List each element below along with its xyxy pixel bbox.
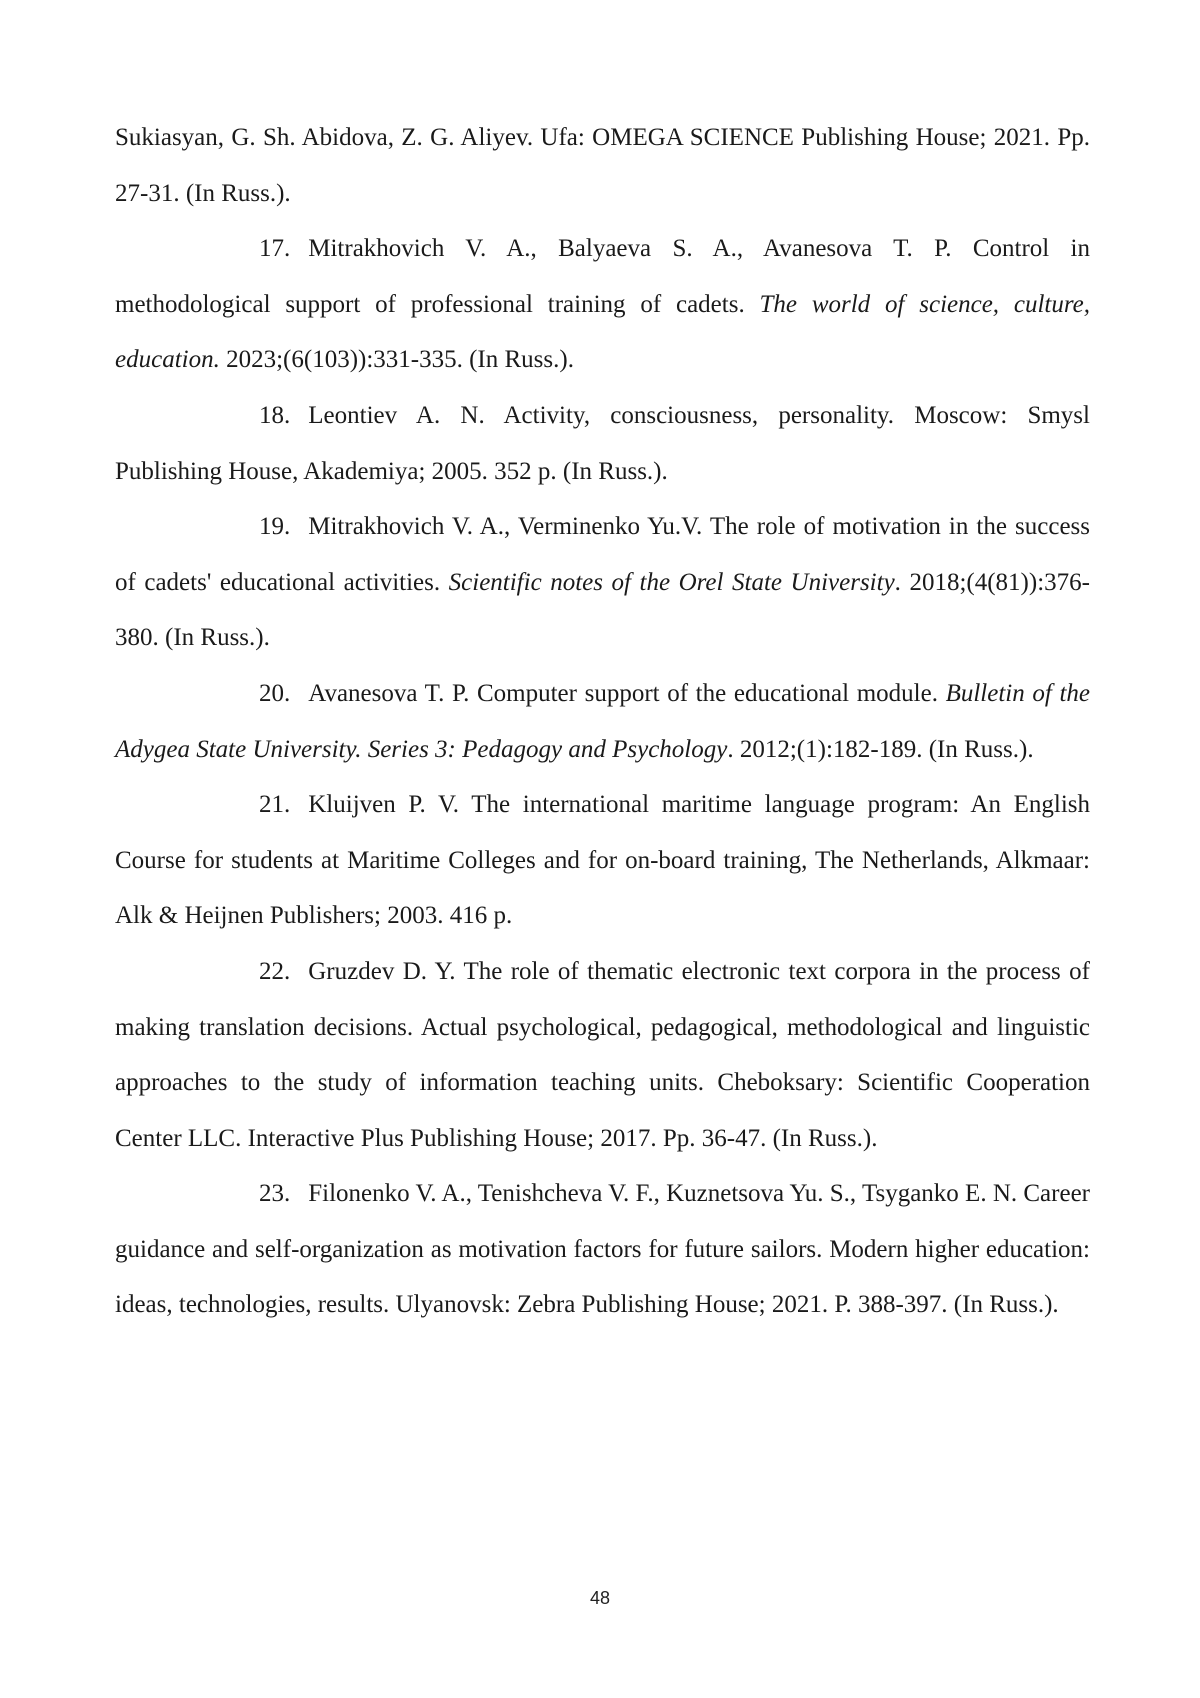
- reference-16-continuation: [115, 110, 1090, 221]
- reference-number: 19.: [259, 513, 291, 541]
- reference-19: [115, 499, 1090, 666]
- reference-21: [115, 777, 1090, 944]
- reference-22: [115, 944, 1090, 1166]
- journal-title: Scientific notes of the Orel State University: [448, 568, 895, 596]
- reference-text: Kluijven P. V. The international maritime language program: An English Course for students at Maritime Colleges and for on-board training, The Netherlands, Alkmaar: Alk & Heijnen Publishers; 2003. 416 p.: [115, 791, 1090, 930]
- reference-text: Gruzdev D. Y. The role of thematic electronic text corpora in the process of making translation decisions. Actual psychological, pedagogical, methodological and linguistic approaches to the study of information teaching units. Cheboksary: Scientific Cooperation Center LLC. Interactive Plus Publishing House; 2017. Pp. 36-47. (In Russ.).: [115, 957, 1090, 1152]
- page-number: 48: [589, 1588, 611, 1608]
- reference-17: [115, 221, 1090, 388]
- reference-text: . 2018;(4(81)):376-380. (In Russ.).: [115, 568, 1090, 652]
- reference-18: [115, 388, 1090, 499]
- reference-text: Sukiasyan, G. Sh. Abidova, Z. G. Aliyev. Ufa: OMEGA SCIENCE Publishing House; 2021. Pp. 27-31. (In Russ.).: [115, 124, 1090, 207]
- journal-title: The world of science, culture, education.: [115, 290, 1090, 374]
- reference-text: 2023;(6(103)):331-335. (In Russ.).: [219, 346, 574, 374]
- reference-number: 17.: [259, 235, 291, 263]
- reference-23: [115, 1166, 1090, 1333]
- reference-20: [115, 666, 1090, 777]
- reference-text: Mitrakhovich V. A., Balyaeva S. A., Avanesova T. P. Control in methodological support of professional training of cadets.: [115, 235, 1090, 318]
- reference-text: Avanesova T. P. Computer support of the educational module.: [308, 679, 946, 707]
- reference-text: Filonenko V. A., Tenishcheva V. F., Kuznetsova Yu. S., Tsyganko E. N. Career guidance and self-organization as motivation factors for future sailors. Modern higher education: ideas, technologies, results. Ulyanovsk: Zebra Publishing House; 2021. P. 388-397. (In Russ.).: [115, 1180, 1090, 1319]
- reference-text: . 2012;(1):182-189. (In Russ.).: [727, 735, 1034, 763]
- reference-number: 20.: [259, 679, 291, 707]
- reference-text: Leontiev A. N. Activity, consciousness, personality. Moscow: Smysl Publishing House, Akademiya; 2005. 352 p. (In Russ.).: [115, 401, 1090, 485]
- journal-title: Bulletin of the Adygea State University. Series 3: Pedagogy and Psychology: [115, 679, 1090, 763]
- reference-list: [115, 110, 1090, 1333]
- reference-number: 22.: [259, 957, 291, 985]
- reference-text: Mitrakhovich V. A., Verminenko Yu.V. The role of motivation in the success of cadets' educational activities.: [115, 513, 1090, 596]
- reference-number: 18.: [259, 401, 291, 429]
- reference-number: 21.: [259, 791, 291, 819]
- reference-number: 23.: [259, 1180, 291, 1208]
